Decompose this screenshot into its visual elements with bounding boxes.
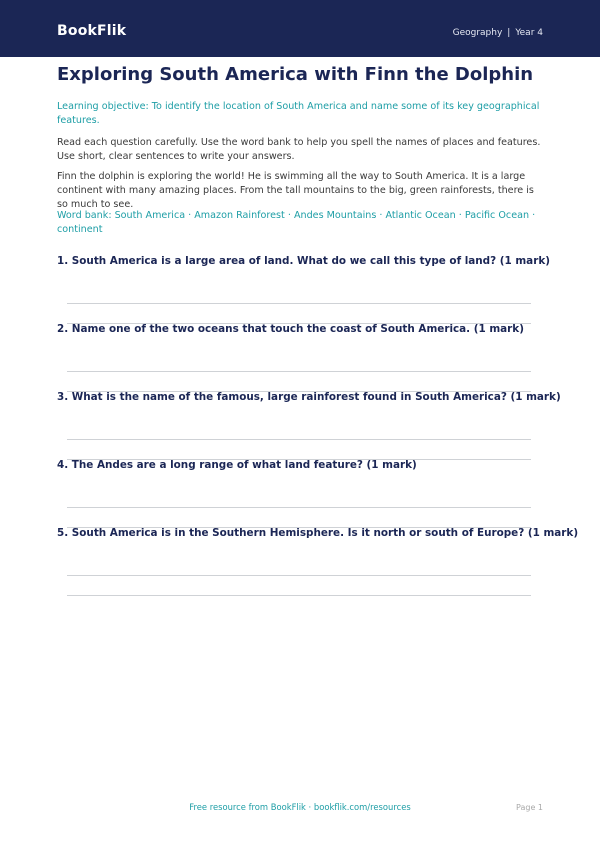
question-4: 4. The Andes are a long range of what land feature? (1 mark) (57, 459, 417, 471)
answer-line[interactable] (67, 575, 531, 576)
answer-line[interactable] (67, 595, 531, 596)
answer-line[interactable] (67, 439, 531, 440)
answer-line[interactable] (67, 507, 531, 508)
worksheet-title: Exploring South America with Finn the Dolphin (57, 64, 534, 85)
question-1: 1. South America is a large area of land. What do we call this type of land? (1 mark) (57, 255, 550, 267)
subject-label: Geography (452, 28, 503, 38)
answer-line[interactable] (67, 303, 531, 304)
page-number: Page 1 (516, 803, 543, 812)
page-header (0, 0, 600, 57)
footer-resource-link[interactable]: Free resource from BookFlik · bookflik.com/resources (189, 802, 411, 812)
question-3: 3. What is the name of the famous, large rainforest found in South America? (1 mark) (57, 391, 561, 403)
answer-line[interactable] (67, 371, 531, 372)
meta-separator: | (507, 28, 511, 38)
word-bank: Word bank: South America · Amazon Rainforest · Andes Mountains · Atlantic Ocean · Pacific Ocean · continent (57, 210, 536, 235)
instructions-text: Read each question carefully. Use the word bank to help you spell the names of places and features. Use short, clear sentences to write your answers. (57, 137, 541, 162)
subject-year-label (453, 28, 543, 38)
year-label: Year 4 (515, 28, 543, 38)
brand-logo-text[interactable]: BookFlik (57, 23, 127, 39)
learning-objective: Learning objective: To identify the location of South America and name some of its key geographical features. (57, 101, 540, 126)
question-5: 5. South America is in the Southern Hemisphere. Is it north or south of Europe? (1 mark) (57, 527, 579, 539)
intro-text: Finn the dolphin is exploring the world! He is swimming all the way to South America. It is a large continent with many amazing places. From the tall mountains to the big, green rainforests, there is so much to see. (57, 171, 534, 210)
question-2: 2. Name one of the two oceans that touch the coast of South America. (1 mark) (57, 323, 524, 335)
